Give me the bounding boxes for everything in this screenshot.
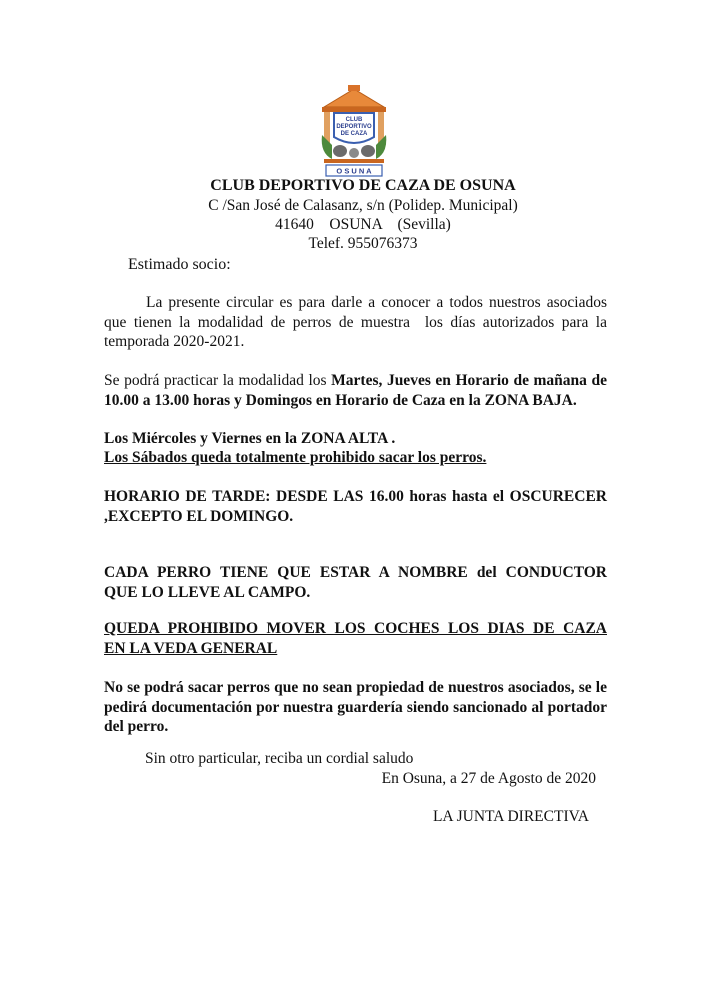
logo-line-3: DE CAZA [340,131,368,137]
intro-paragraph: La presente circular es para darle a conocer a todos nuestros asociados que tienen la modalidad de perros de muestra los días autorizados para la temporada 2020-2021. [104,294,611,350]
logo-line-2: DEPORTIVO [336,124,372,130]
logo-line-1: CLUB [345,117,363,123]
logo-banner: O S U N A [336,166,372,176]
club-logo [318,85,390,177]
schedule-line-3: Los Sábados queda totalmente prohibido sacar los perros. [104,449,487,466]
dog-owner-line-1: CADA PERRO TIENE QUE ESTAR A NOMBRE del CONDUCTOR [104,564,607,581]
cars-line-1: QUEDA PROHIBIDO MOVER LOS COCHES LOS DIAS DE CAZA [104,620,607,637]
afternoon-schedule: HORARIO DE TARDE: DESDE LAS 16.00 horas hasta el OSCURECER ,EXCEPTO EL DOMINGO. [104,488,607,525]
dog-owner-notice [104,563,607,602]
club-city: 41640 OSUNA (Sevilla) [275,216,451,233]
club-address: C /San José de Calasanz, s/n (Polidep. Municipal) [208,197,518,214]
ownership-notice: No se podrá sacar perros que no sean propiedad de nuestros asociados, se le pedirá documentación por nuestra guardería siendo sancionado al portador del perro. [104,679,607,735]
cars-line-2: EN LA VEDA GENERAL [104,639,278,657]
schedule-line-2: Los Miércoles y Viernes en la ZONA ALTA . [104,430,396,447]
club-phone: Telef. 955076373 [308,235,418,252]
signature: LA JUNTA DIRECTIVA [432,808,589,825]
schedule-bold: Martes, Jueves en Horario de mañana de 10.00 a 13.00 horas y Domingos en Horario de Caza en la ZONA BAJA. [104,372,607,409]
schedule-lead: Se podrá practicar la modalidad los [104,372,332,389]
closing-salutation: Sin otro particular, reciba un cordial saludo [145,750,414,767]
letter-date: En Osuna, a 27 de Agosto de 2020 [381,770,596,787]
schedule-paragraph [104,371,607,410]
cars-notice [104,619,607,658]
greeting: Estimado socio: [128,256,231,273]
club-name: CLUB DEPORTIVO DE CAZA DE OSUNA [210,177,516,194]
dog-owner-line-2: QUE LO LLEVE AL CAMPO. [104,583,311,601]
